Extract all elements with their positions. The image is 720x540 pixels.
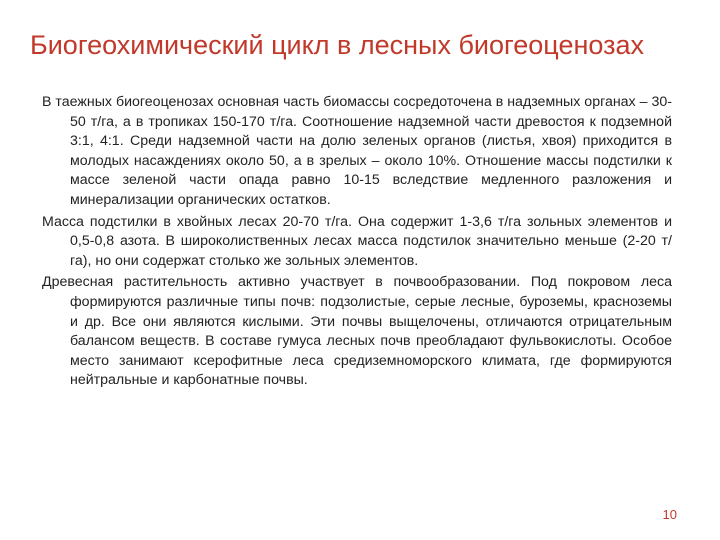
paragraph-soil-formation: Древесная растительность активно участвует в почвообразовании. Под покровом леса формируются различные типы почв: подзолистые, серые лесные, буроземы, красноземы и др. Все они являются кислыми. Эти почвы выщелочены, отличаются отрицательным балансом веществ. В составе гумуса лесных почв преобладают фульвокислоты. Особое место занимают ксерофитные леса средиземноморского климата, где формируются нейтральные и карбонатные почвы. [42,274,672,389]
slide-title: Биогеохимический цикл в лесных биогеоценозах [30,30,644,60]
page-number: 10 [662,507,677,522]
slide-body [42,93,672,393]
paragraph-litter-mass: Масса подстилки в хвойных лесах 20-70 т/га. Она содержит 1-3,6 т/га зольных элементов и 0,5-0,8 азота. В широколиственных лесах масса подстилок значительно меньше (2-20 т/га), но они содержат столько же зольных элементов. [42,213,672,269]
paragraph-taiga-biomass: В таежных биогеоценозах основная часть биомассы сосредоточена в надземных органах – 30-50 т/га, а в тропиках 150-170 т/га. Соотношение надземной части древостоя к подземной 3:1, 4:1. Среди надземной части на долю зеленых органов (листья, хвоя) приходится в молодых насаждениях около 50, а в зрелых – около 10%. Отношение массы подстилки к массе зеленой части опада равно 10-15 вследствие медленного разложения и минерализации органических остатков. [42,94,672,208]
